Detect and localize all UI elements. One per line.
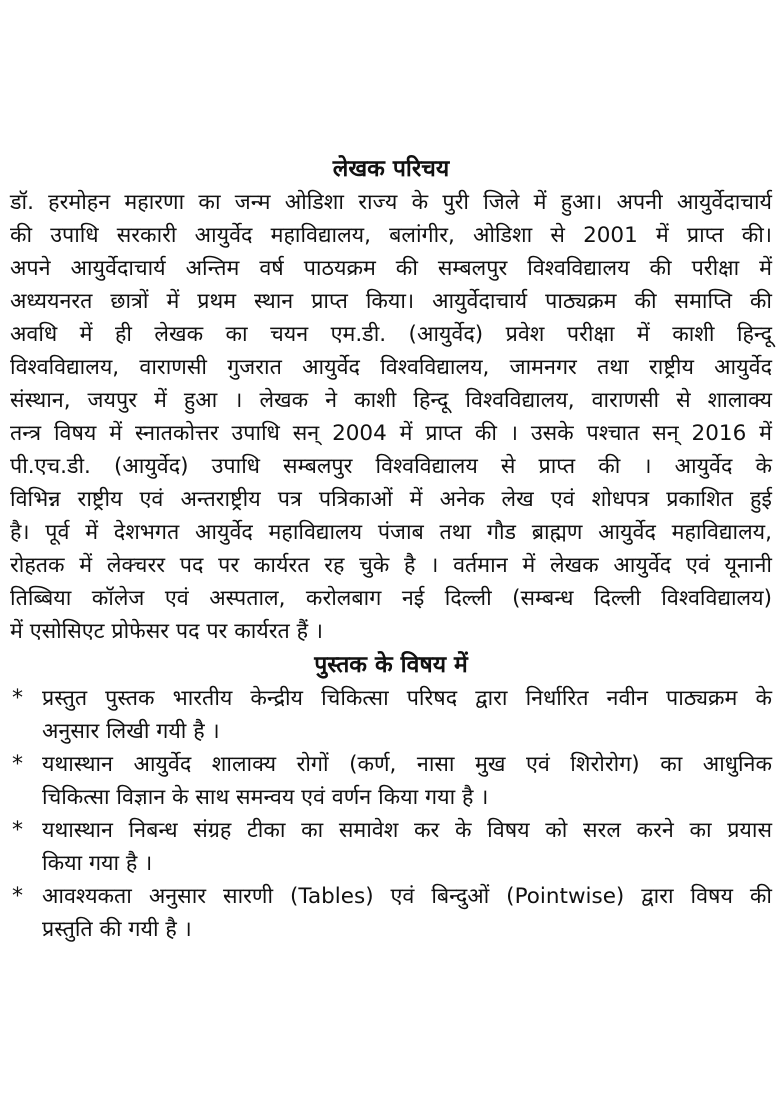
paragraph-line: में एसोसिएट प्रोफेसर पद पर कार्यरत हैं । <box>10 619 324 644</box>
author-intro-paragraph <box>10 186 772 648</box>
list-item <box>10 682 772 748</box>
list-item-line: प्रस्तुत पुस्तक भारतीय केन्द्रीय चिकित्सा परिषद द्वारा निर्धारित नवीन पाठ्यक्रम के <box>42 686 772 711</box>
paragraph-line: अवधि में ही लेखक का चयन एम.डी. (आयुर्वेद) प्रवेश परीक्षा में काशी हिन्दू <box>10 322 772 347</box>
list-item <box>10 814 772 880</box>
paragraph-line: विभिन्न राष्ट्रीय एवं अन्तराष्ट्रीय पत्र पत्रिकाओं में अनेक लेख एवं शोधपत्र प्रकाशित हुई <box>10 487 772 512</box>
paragraph-line: तन्त्र विषय में स्नातकोत्तर उपाधि सन् 2004 में प्राप्त की । उसके पश्चात सन् 2016 में <box>10 421 772 446</box>
paragraph-line: संस्थान, जयपुर में हुआ । लेखक ने काशी हिन्दू विश्वविद्यालय, वाराणसी से शालाक्य <box>10 388 772 413</box>
paragraph-line: अध्ययनरत छात्रों में प्रथम स्थान प्राप्त किया। आयुर्वेदाचार्य पाठ्यक्रम की समाप्ति की <box>10 289 772 314</box>
book-about-heading: पुस्तक के विषय में <box>314 652 468 678</box>
list-item <box>10 880 772 946</box>
paragraph-line: डॉ. हरमोहन महारणा का जन्म ओडिशा राज्य के पुरी जिले में हुआ। अपनी आयुर्वेदाचार्य <box>10 190 772 215</box>
author-intro-heading: लेखक परिचय <box>332 156 450 182</box>
book-points-list <box>10 682 772 946</box>
asterisk-bullet-icon: * <box>12 686 23 711</box>
asterisk-bullet-icon: * <box>12 884 23 909</box>
asterisk-bullet-icon: * <box>12 752 23 777</box>
list-item <box>10 748 772 814</box>
list-item-line: यथास्थान आयुर्वेद शालाक्य रोगों (कर्ण, नासा मुख एवं शिरोरोग) का आधुनिक <box>42 752 772 777</box>
paragraph-line: की उपाधि सरकारी आयुर्वेद महाविद्यालय, बलांगीर, ओडिशा से 2001 में प्राप्त की। <box>10 223 772 248</box>
list-item-line: अनुसार लिखी गयी है । <box>42 719 220 744</box>
paragraph-line: रोहतक में लेक्चरर पद पर कार्यरत रह चुके है । वर्तमान में लेखक आयुर्वेद एवं यूनानी <box>10 553 772 578</box>
paragraph-line: विश्वविद्यालय, वाराणसी गुजरात आयुर्वेद विश्वविद्यालय, जामनगर तथा राष्ट्रीय आयुर्वेद <box>10 355 772 380</box>
list-item-line: आवश्यकता अनुसार सारणी (Tables) एवं बिन्दुओं (Pointwise) द्वारा विषय की <box>42 884 772 909</box>
paragraph-line: है। पूर्व में देशभगत आयुर्वेद महाविद्यालय पंजाब तथा गौड ब्राह्मण आयुर्वेद महाविद्यालय, <box>10 520 772 545</box>
list-item-line: यथास्थान निबन्ध संग्रह टीका का समावेश कर के विषय को सरल करने का प्रयास <box>42 818 772 843</box>
list-item-line: चिकित्सा विज्ञान के साथ समन्वय एवं वर्णन किया गया है । <box>42 785 489 810</box>
paragraph-line: पी.एच.डी. (आयुर्वेद) उपाधि सम्बलपुर विश्वविद्यालय से प्राप्त की । आयुर्वेद के <box>10 454 772 479</box>
paragraph-line: तिब्बिया कॉलेज एवं अस्पताल, करोलबाग नई दिल्ली (सम्बन्ध दिल्ली विश्वविद्यालय) <box>10 586 772 611</box>
list-item-line: प्रस्तुति की गयी है । <box>42 917 192 942</box>
paragraph-line: अपने आयुर्वेदाचार्य अन्तिम वर्ष पाठयक्रम की सम्बलपुर विश्वविद्यालय की परीक्षा में <box>10 256 772 281</box>
asterisk-bullet-icon: * <box>12 818 23 843</box>
list-item-line: किया गया है । <box>42 851 153 876</box>
document-page <box>10 152 772 946</box>
